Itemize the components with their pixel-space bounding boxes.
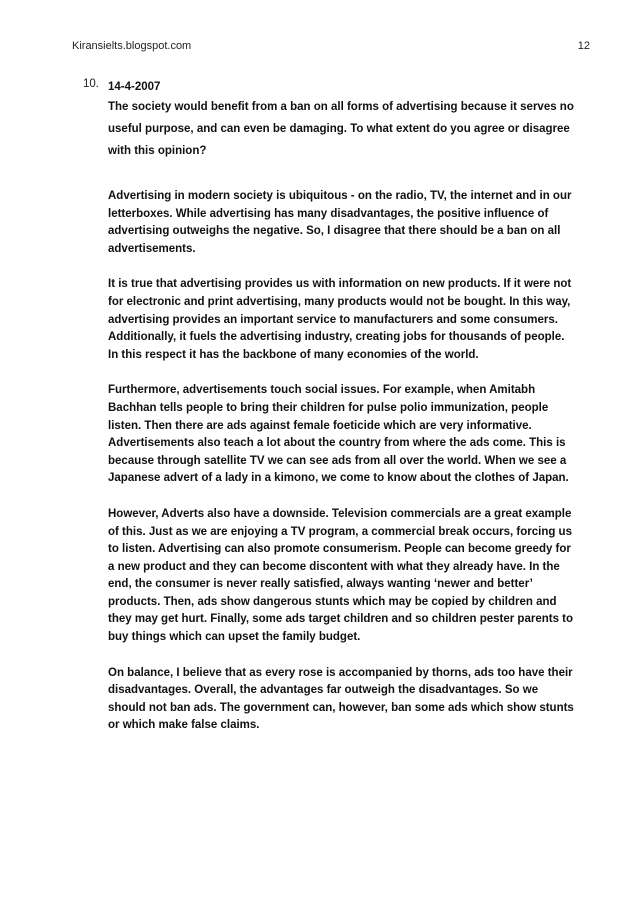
essay-paragraph-conclusion: On balance, I believe that as every rose is accompanied by thorns, ads too have their disadvantages. Overall, the advantages far outweigh the disadvantages. So we should not ban ads. The government can, however, ban some ads which show stunts or which make false claims.: [108, 666, 574, 732]
site-name: Kiransielts.blogspot.com: [72, 40, 192, 52]
question-item: [83, 78, 576, 753]
question-date: 14-4-2007: [108, 81, 161, 93]
essay-paragraph-intro: Advertising in modern society is ubiquitous - on the radio, TV, the internet and in our letterboxes. While advertising has many disadvantages, the positive influence of advertising outweighs the negative. So, I disagree that there should be a ban on all advertisements.: [108, 190, 572, 255]
essay-paragraph-4: However, Adverts also have a downside. Television commercials are a great example of this. Just as we are enjoying a TV program, a commercial break occurs, forcing us to listen. Advertising can also promote consumerism. People can become greedy for a new product and they can become discontent with what they already have. In the end, the consumer is never really satisfied, always wanting ‘newer and better’ products. Then, ads show dangerous stunts which may be copied by children and they may get hurt. Finally, some ads target children and so children pester parents to buy things which can upset the family budget.: [108, 507, 574, 644]
question-number: 10.: [83, 78, 99, 90]
question-prompt: The society would benefit from a ban on all forms of advertising because it serves no useful purpose, and can even be damaging. To what extent do you agree or disagree with this opinion?: [108, 101, 574, 157]
essay-paragraph-2: It is true that advertising provides us with information on new products. If it were not for electronic and print advertising, many products would not be bought. In this way, advertising provides an important service to manufacturers and some consumers. Additionally, it fuels the advertising industry, creating jobs for thousands of people. In this respect it has the backbone of many economies of the world.: [108, 278, 572, 361]
essay-body: [108, 188, 576, 735]
page-number: 12: [577, 40, 590, 52]
page-header: [72, 40, 590, 56]
essay-paragraph-3: Furthermore, advertisements touch social issues. For example, when Amitabh Bachhan tells people to bring their children for pulse polio immunization, people listen. Then there are ads against female foeticide which are very informative. Advertisements also teach a lot about the country from where the ads come. This is because through satellite TV we can see ads from all over the world. When we see a Japanese advert of a lady in a kimono, we come to know about the clothes of Japan.: [108, 384, 569, 485]
